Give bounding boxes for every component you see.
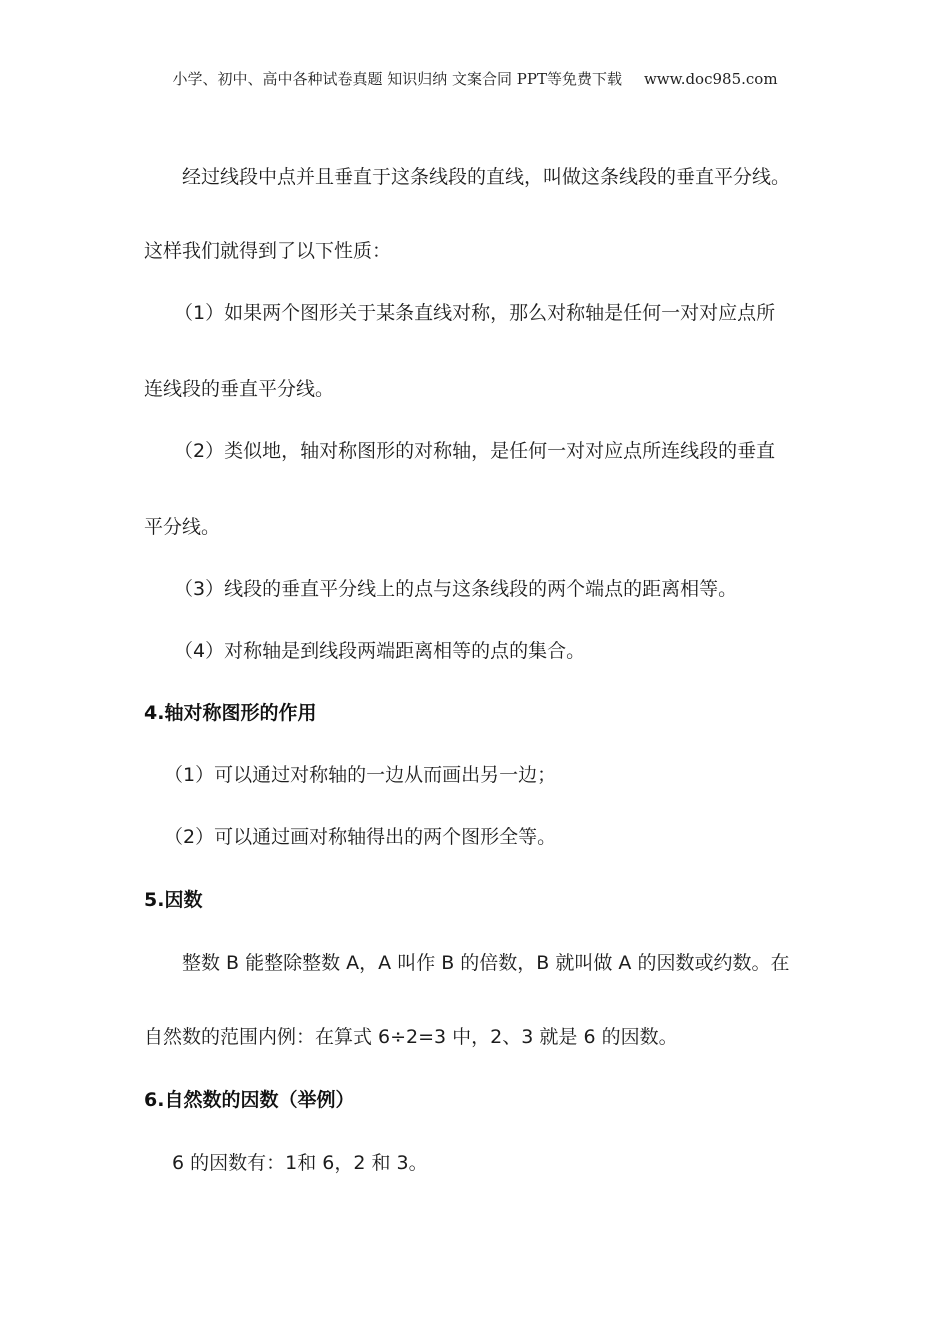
header-text: 小学、初中、高中各种试卷真题 知识归纳 文案合同 PPT等免费下载: [172, 70, 622, 88]
section-heading: 6.自然数的因数（举例）: [144, 1089, 355, 1111]
paragraph-line: 经过线段中点并且垂直于这条线段的直线，叫做这条线段的垂直平分线。: [182, 166, 791, 188]
list-item: （4）对称轴是到线段两端距离相等的点的集合。: [174, 640, 586, 662]
list-item-continuation: 平分线。: [144, 516, 221, 538]
list-item: （1）如果两个图形关于某条直线对称，那么对称轴是任何一对对应点所: [174, 302, 776, 324]
section-heading: 4.轴对称图形的作用: [144, 702, 317, 724]
list-item: （1）可以通过对称轴的一边从而画出另一边；: [164, 764, 557, 786]
list-item-continuation: 连线段的垂直平分线。: [144, 378, 335, 400]
paragraph-line: 这样我们就得到了以下性质：: [144, 240, 392, 262]
paragraph-line: 自然数的范围内例：在算式 6÷2=3 中，2、3 就是 6 的因数。: [144, 1026, 678, 1048]
list-item: （2）可以通过画对称轴得出的两个图形全等。: [164, 826, 557, 848]
section-heading: 5.因数: [144, 889, 203, 911]
list-item: （2）类似地，轴对称图形的对称轴，是任何一对对应点所连线段的垂直: [174, 440, 776, 462]
header-url[interactable]: www.doc985.com: [643, 70, 778, 88]
page-header: [0, 68, 950, 89]
paragraph-line: 整数 B 能整除整数 A，A 叫作 B 的倍数，B 就叫做 A 的因数或约数。在: [182, 952, 790, 974]
list-item: （3）线段的垂直平分线上的点与这条线段的两个端点的距离相等。: [174, 578, 738, 600]
paragraph-line: 6 的因数有：1和 6，2 和 3。: [172, 1152, 428, 1174]
